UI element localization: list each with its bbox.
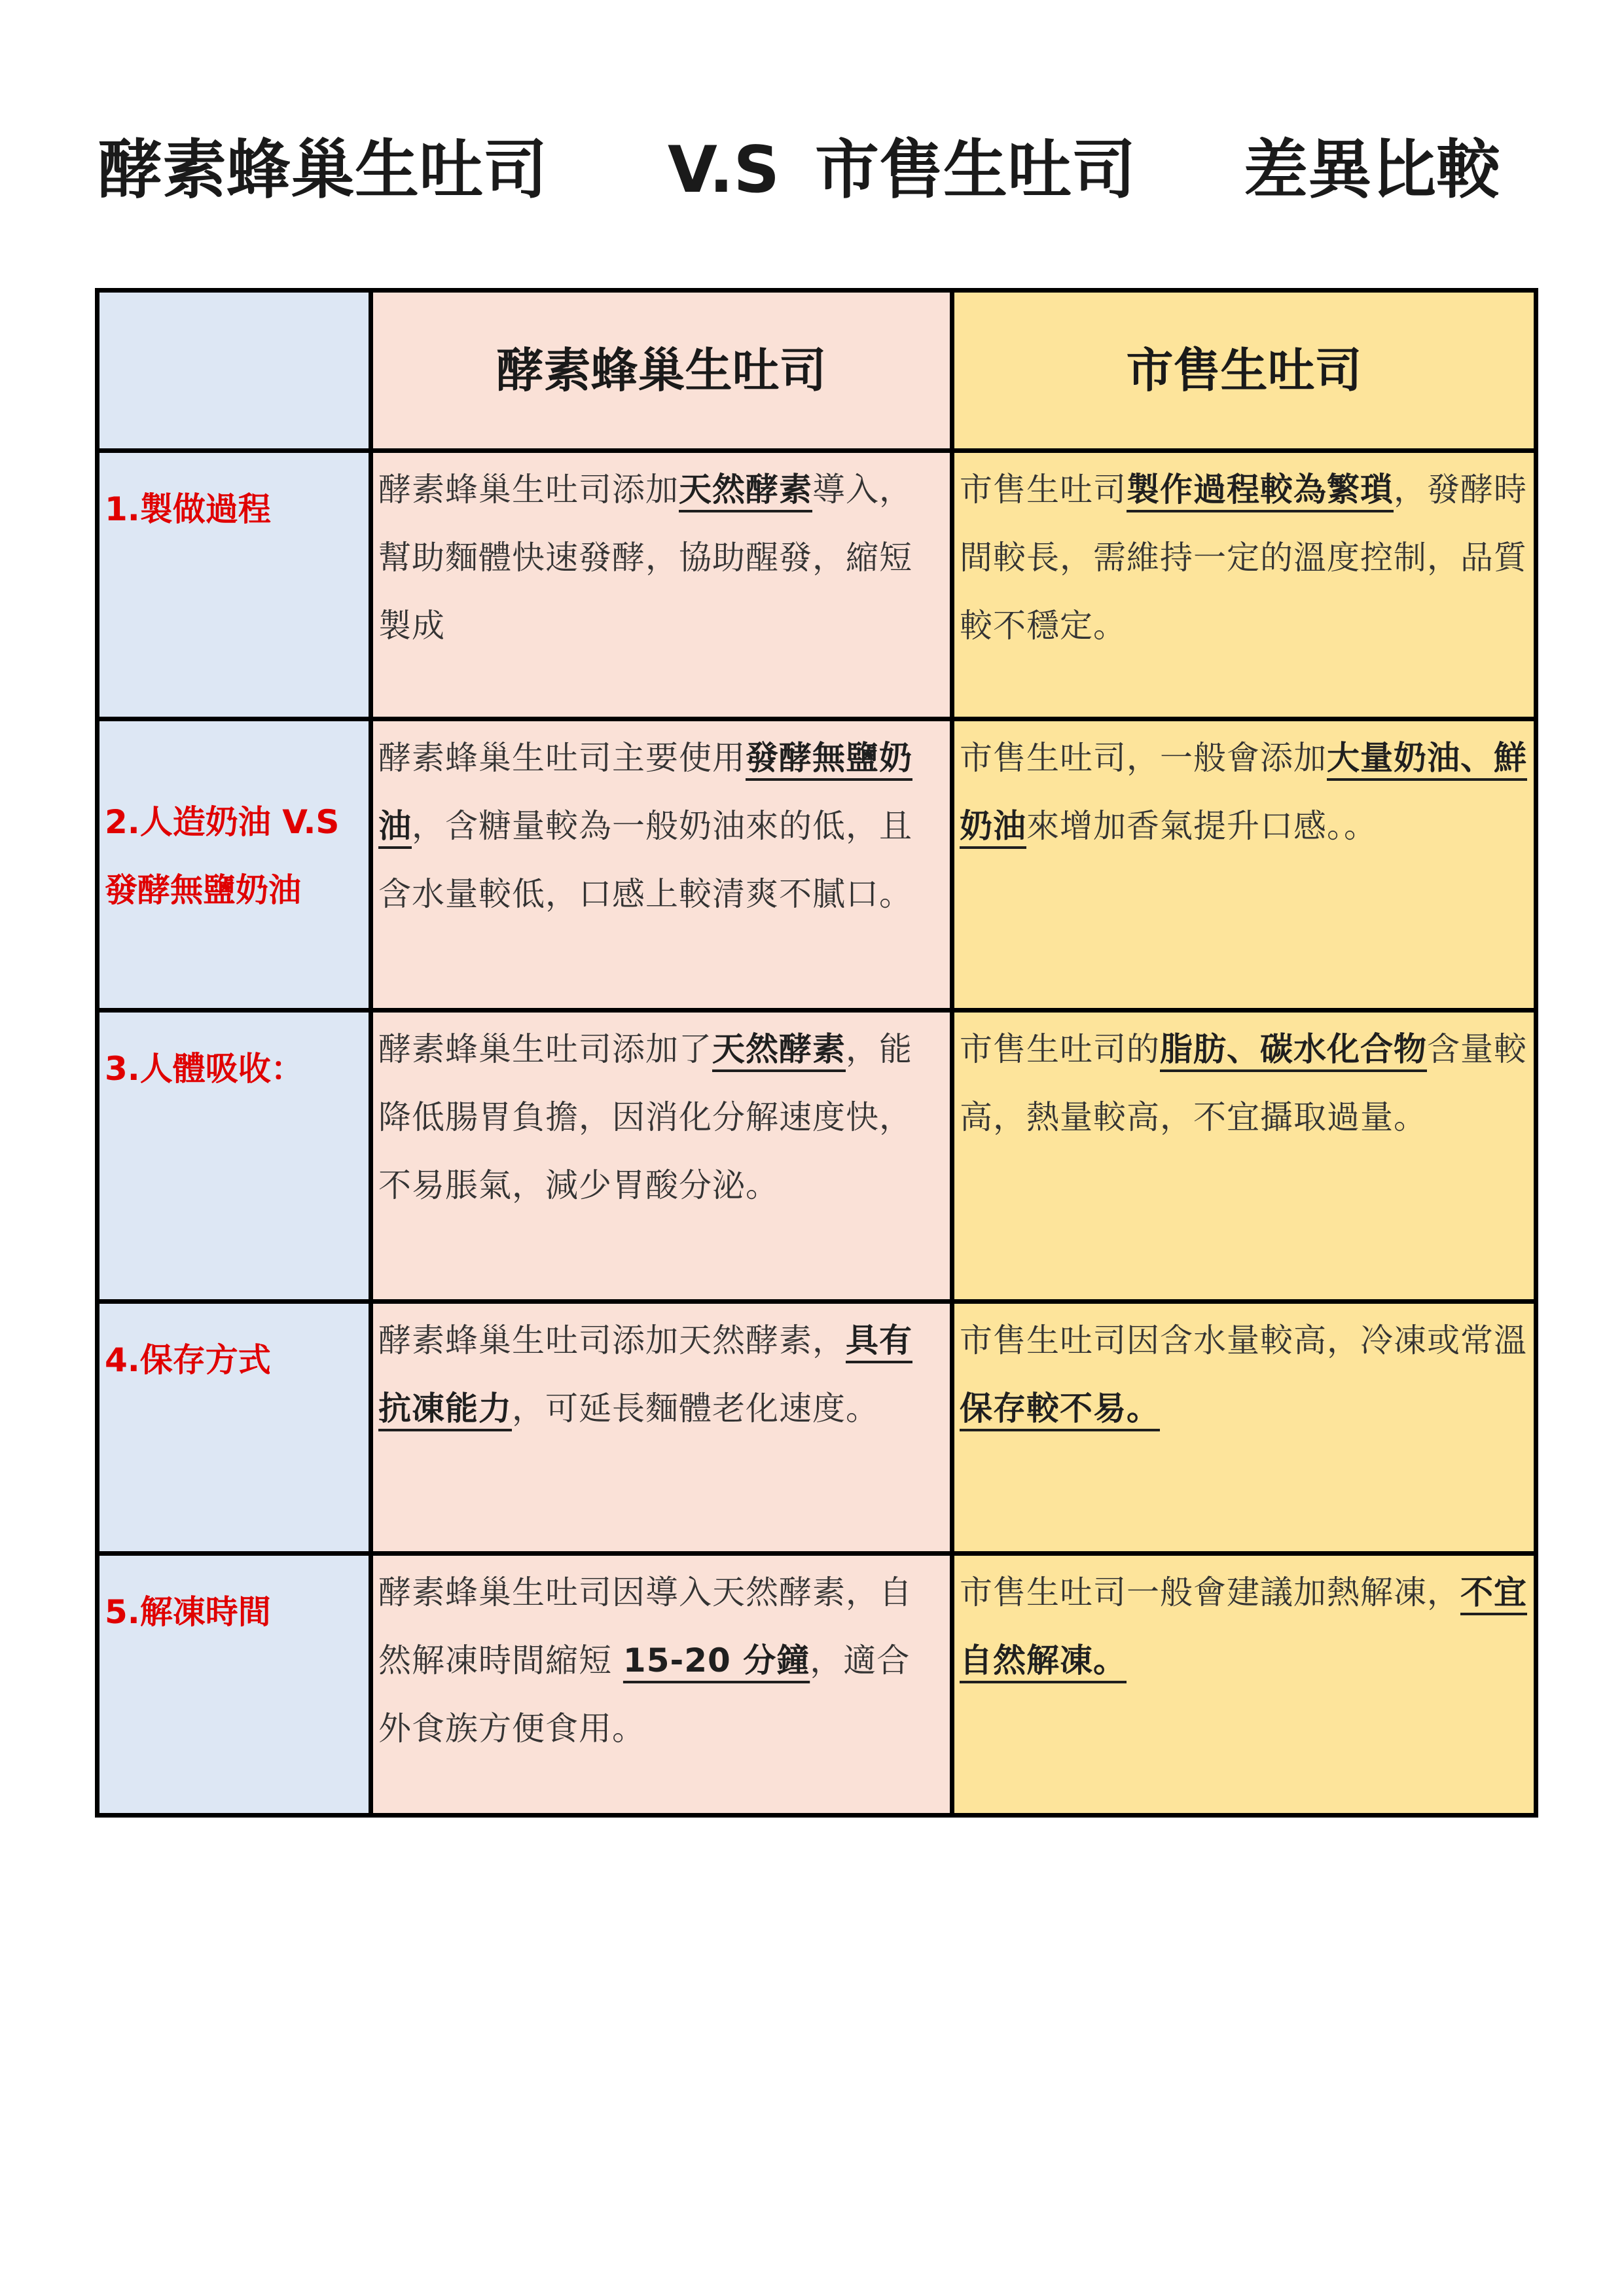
enzyme-cell [371,1302,952,1554]
highlight-text: 大量奶油、鮮奶油 [960,739,1527,845]
row-label-cell [98,1302,371,1554]
text-segment: 酵素蜂巢生吐司添加 [378,471,679,509]
comparison-table [95,288,1538,1818]
highlight-text: 具有抗凍能力 [378,1321,912,1427]
text-segment: ，含糖量較為一般奶油來的低，且含水量較低，口感上較清爽不膩口。 [378,807,912,913]
text-segment: ，適合外食族方便食用。 [378,1641,911,1748]
row-label-cell [98,451,371,719]
market-cell [952,1554,1536,1816]
market-cell [952,451,1536,719]
header-enzyme-cell [371,291,952,451]
market-description [954,1304,1534,1443]
enzyme-description [373,1556,950,1763]
row-label: 3.人體吸收： [105,1050,304,1088]
table-row [98,1302,1536,1554]
highlight-text: 天然酵素 [712,1030,846,1068]
row-label: 4.保存方式 [105,1341,271,1379]
market-description [954,721,1534,860]
text-segment: 含量較高，熱量較高，不宜攝取過量。 [960,1030,1527,1136]
header-market-label: 市售生吐司 [1126,343,1362,398]
row-label-cell [98,719,371,1011]
text-segment: 市售生吐司因含水量較高，冷凍或常溫 [960,1321,1527,1359]
page-title [98,124,1551,216]
market-description [954,1013,1534,1151]
text-segment: 市售生吐司一般會建議加熱解凍， [960,1573,1460,1611]
highlight-text: 製作過程較為繁瑣 [1127,471,1394,509]
text-segment: 導入，幫助麵體快速發酵，協助醒發，縮短製成 [378,471,912,645]
enzyme-description [373,721,950,928]
title-vs: V.S [668,133,780,207]
row-label-cell [98,1554,371,1816]
text-segment: 市售生吐司的 [960,1030,1160,1068]
enzyme-cell [371,1011,952,1302]
row-label-cell [98,1011,371,1302]
text-segment: 酵素蜂巢生吐司添加天然酵素， [378,1321,846,1359]
text-segment: 市售生吐司，一般會添加 [960,739,1327,777]
highlight-text: 15-20 分鐘 [623,1641,810,1679]
enzyme-cell [371,1554,952,1816]
row-label: 1.製做過程 [105,490,271,528]
market-cell [952,719,1536,1011]
row-label: 2.人造奶油 V.S 發酵無鹽奶油 [105,803,340,909]
text-segment: 來增加香氣提升口感。。 [1026,807,1377,845]
row-label: 5.解凍時間 [105,1593,271,1631]
title-part-enzyme: 酵素蜂巢生吐司 [98,133,548,207]
table-row [98,1011,1536,1302]
market-cell [952,1011,1536,1302]
enzyme-description [373,1304,950,1443]
enzyme-cell [371,719,952,1011]
table-row [98,451,1536,719]
highlight-text: 發酵無鹽奶油 [378,739,912,845]
table-row [98,719,1536,1011]
header-enzyme-label: 酵素蜂巢生吐司 [496,343,827,398]
highlight-text: 脂肪、碳水化合物 [1160,1030,1427,1068]
table-row [98,1554,1536,1816]
header-corner-cell [98,291,371,451]
text-segment: ，發酵時間較長，需維持一定的溫度控制，品質較不穩定。 [960,471,1527,645]
market-cell [952,1302,1536,1554]
title-part-market: 市售生吐司 [815,133,1136,207]
market-description [954,453,1534,660]
header-market-cell [952,291,1536,451]
text-segment: 市售生吐司 [960,471,1127,509]
enzyme-cell [371,451,952,719]
text-segment: 酵素蜂巢生吐司添加了 [378,1030,712,1068]
table-header-row [98,291,1536,451]
highlight-text: 天然酵素 [679,471,812,509]
text-segment: 酵素蜂巢生吐司因導入天然酵素，自然解凍時間縮短 [378,1573,912,1679]
highlight-text: 保存較不易。 [960,1390,1160,1427]
market-description [954,1556,1534,1695]
text-segment: 酵素蜂巢生吐司主要使用 [378,739,746,777]
title-part-comparison: 差異比較 [1244,133,1501,207]
enzyme-description [373,453,950,660]
text-segment: ，能降低腸胃負擔，因消化分解速度快，不易脹氣，減少胃酸分泌。 [378,1030,912,1204]
highlight-text: 不宜自然解凍。 [960,1573,1527,1679]
text-segment: ，可延長麵體老化速度。 [512,1390,879,1427]
enzyme-description [373,1013,950,1219]
